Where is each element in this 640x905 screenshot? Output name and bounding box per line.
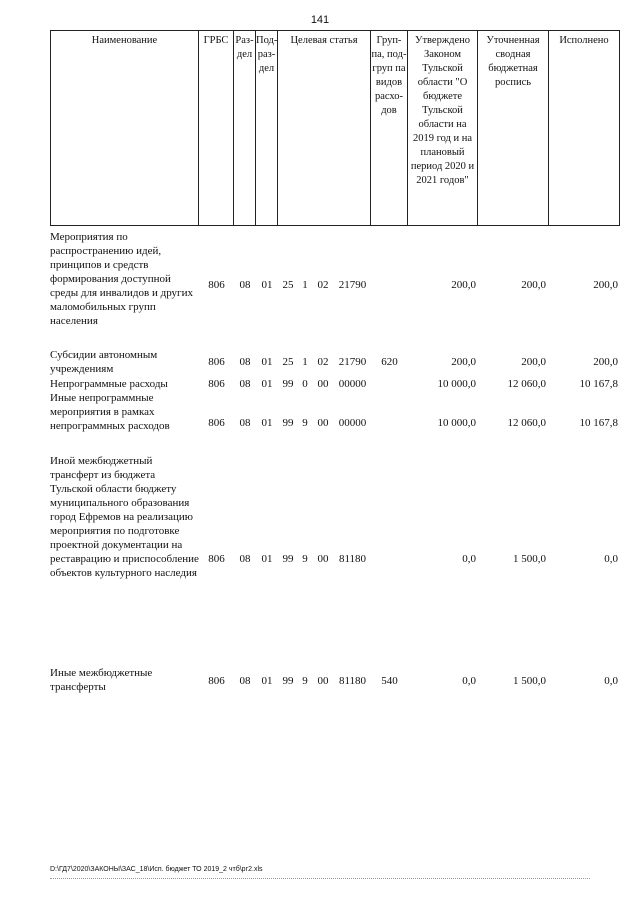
row-target-3: 00 bbox=[317, 675, 329, 687]
row-target-3: 00 bbox=[317, 553, 329, 565]
row-target-4: 00000 bbox=[338, 417, 367, 429]
row-target-4: 00000 bbox=[338, 378, 367, 390]
row-group: 620 bbox=[381, 356, 398, 368]
row-podrazdel: 01 bbox=[261, 279, 273, 291]
row-grbs: 806 bbox=[208, 378, 225, 390]
row-executed: 10 167,8 bbox=[579, 417, 618, 429]
row-refined: 1 500,0 bbox=[513, 675, 546, 687]
row-target-1: 25 bbox=[282, 279, 294, 291]
row-target-1: 99 bbox=[282, 378, 294, 390]
row-refined: 200,0 bbox=[521, 356, 546, 368]
footer-divider bbox=[50, 878, 590, 879]
row-name: Иные непрограммные мероприятия в рамках непрограммных расходов bbox=[50, 392, 170, 432]
row-razdel: 08 bbox=[239, 356, 251, 368]
row-target-4: 81180 bbox=[338, 553, 367, 565]
row-approved: 200,0 bbox=[451, 279, 476, 291]
row-target-2: 1 bbox=[302, 356, 308, 368]
row-executed: 200,0 bbox=[593, 279, 618, 291]
row-target-1: 25 bbox=[282, 356, 294, 368]
row-grbs: 806 bbox=[208, 356, 225, 368]
row-target-4: 21790 bbox=[338, 356, 367, 368]
row-refined: 12 060,0 bbox=[507, 417, 546, 429]
row-executed: 10 167,8 bbox=[579, 378, 618, 390]
row-podrazdel: 01 bbox=[261, 356, 273, 368]
row-approved: 200,0 bbox=[451, 356, 476, 368]
row-podrazdel: 01 bbox=[261, 675, 273, 687]
header-razdel: Раз-дел bbox=[234, 30, 256, 226]
row-podrazdel: 01 bbox=[261, 417, 273, 429]
row-target-3: 00 bbox=[317, 417, 329, 429]
row-podrazdel: 01 bbox=[261, 378, 273, 390]
row-target-1: 99 bbox=[282, 675, 294, 687]
row-razdel: 08 bbox=[239, 675, 251, 687]
row-target-2: 0 bbox=[302, 378, 308, 390]
row-target-4: 81180 bbox=[338, 675, 367, 687]
row-name: Иные межбюджетные трансферты bbox=[50, 667, 153, 693]
row-razdel: 08 bbox=[239, 378, 251, 390]
header-name: Наименование bbox=[50, 30, 199, 226]
row-target-3: 02 bbox=[317, 279, 329, 291]
row-target-2: 9 bbox=[302, 553, 308, 565]
row-name: Иной межбюджетный трансферт из бюджета Тульской области бюджету муниципального образования город Ефремов на реализацию мероприятия по подготовке проектной документации на реставрацию и приспособление объектов культурного наследия bbox=[50, 455, 199, 579]
row-podrazdel: 01 bbox=[261, 553, 273, 565]
row-grbs: 806 bbox=[208, 279, 225, 291]
row-target-2: 9 bbox=[302, 417, 308, 429]
header-grbs: ГРБС bbox=[199, 30, 234, 226]
header-refined: Уточненная сводная бюджетная роспись bbox=[478, 30, 549, 226]
row-razdel: 08 bbox=[239, 279, 251, 291]
header-target: Целевая статья bbox=[278, 30, 371, 226]
row-target-3: 00 bbox=[317, 378, 329, 390]
row-grbs: 806 bbox=[208, 553, 225, 565]
row-group: 540 bbox=[381, 675, 398, 687]
row-approved: 10 000,0 bbox=[437, 378, 476, 390]
row-executed: 200,0 bbox=[593, 356, 618, 368]
header-executed: Исполнено bbox=[549, 30, 620, 226]
row-executed: 0,0 bbox=[604, 675, 618, 687]
row-target-2: 9 bbox=[302, 675, 308, 687]
row-name: Мероприятия по распространению идей, принципов и средств формирования доступной среды для инвалидов и других маломобильных групп населения bbox=[50, 231, 193, 327]
row-approved: 10 000,0 bbox=[437, 417, 476, 429]
row-razdel: 08 bbox=[239, 553, 251, 565]
row-target-1: 99 bbox=[282, 417, 294, 429]
row-refined: 12 060,0 bbox=[507, 378, 546, 390]
row-grbs: 806 bbox=[208, 417, 225, 429]
row-target-3: 02 bbox=[317, 356, 329, 368]
row-razdel: 08 bbox=[239, 417, 251, 429]
row-approved: 0,0 bbox=[462, 675, 476, 687]
row-target-4: 21790 bbox=[338, 279, 367, 291]
row-executed: 0,0 bbox=[604, 553, 618, 565]
row-target-2: 1 bbox=[302, 279, 308, 291]
row-name: Непрограммные расходы bbox=[50, 378, 168, 390]
header-approved: Утверждено Законом Тульской области "О бюджете Тульской области на 2019 год и на плановый период 2020 и 2021 годов" bbox=[408, 30, 478, 226]
row-refined: 1 500,0 bbox=[513, 553, 546, 565]
page-number: 141 bbox=[310, 14, 330, 26]
row-name: Субсидии автономным учреждениям bbox=[50, 349, 158, 375]
row-approved: 0,0 bbox=[462, 553, 476, 565]
row-grbs: 806 bbox=[208, 675, 225, 687]
header-group: Груп-па, под-груп па видов расхо-дов bbox=[371, 30, 408, 226]
row-refined: 200,0 bbox=[521, 279, 546, 291]
row-target-1: 99 bbox=[282, 553, 294, 565]
file-path-footer: D:\ГД7\2020\ЗАКОНЫ\ЗАС_18\Исп. бюджет ТО 2019_2 чтб\рг2.xls bbox=[50, 866, 263, 873]
header-podrazdel: Под-раз-дел bbox=[256, 30, 278, 226]
